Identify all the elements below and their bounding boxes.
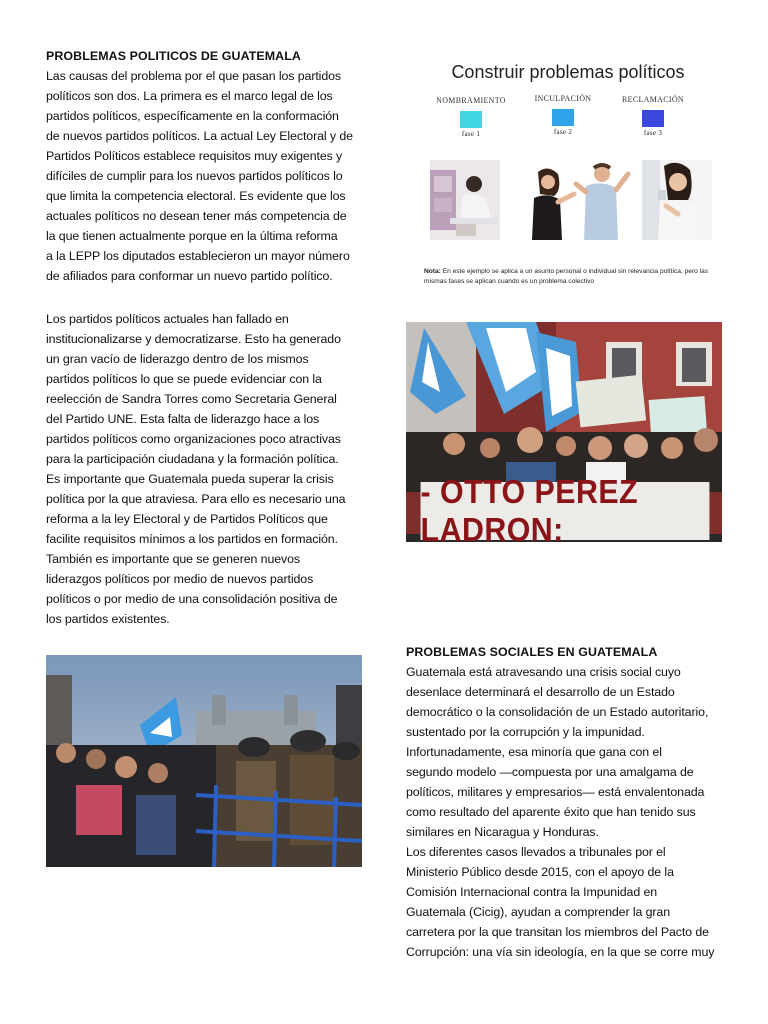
text-line: institucionalizarse y democratizarse. Esto ha generado — [46, 332, 341, 346]
phase-3-label: fase 3 — [643, 129, 663, 137]
riot-police-photo — [46, 655, 362, 867]
text-line: política por la que atraviesa. Para ello es necesario una — [46, 492, 346, 506]
phase-photos — [428, 160, 712, 240]
phase-2-name: INCULPACIÓN — [534, 94, 592, 103]
text-line: sustentado por la corrupción y la impunidad. — [406, 725, 645, 739]
text-line: Es importante que Guatemala pueda superar la crisis — [46, 472, 334, 486]
phase-2-label: fase 2 — [553, 128, 573, 136]
politics-section — [46, 46, 376, 629]
text-line: Ministerio Público desde 2015, con el apoyo de la — [406, 865, 674, 879]
text-line: Los partidos políticos actuales han fallado en — [46, 312, 289, 326]
text-line: partidos políticos lo que se puede evidenciar con la — [46, 372, 322, 386]
phase-3-swatch — [642, 110, 664, 127]
text-line: para la participación ciudadana y la formación política. — [46, 452, 339, 466]
phase-3-name: RECLAMACIÓN — [622, 95, 684, 104]
social-heading: PROBLEMAS SOCIALES EN GUATEMALA — [406, 645, 658, 659]
text-line: democrático o la consolidación de un Estado autoritario, — [406, 705, 709, 719]
phase-3 — [608, 95, 698, 137]
text-line: reforma a la ley Electoral y de Partidos Políticos que — [46, 512, 328, 526]
text-line: actuales políticos no desean tener más competencia de — [46, 209, 347, 223]
text-line: de nuevos partidos políticos. La actual Ley Electoral y de — [46, 129, 353, 143]
politics-paragraph-1 — [46, 66, 376, 286]
text-line: Partidos Políticos establece requisitos muy exigentes y — [46, 149, 343, 163]
text-line: los partidos existentes. — [46, 612, 170, 626]
phase-2 — [518, 94, 608, 136]
text-line: partidos políticos, específicamente en la conformación — [46, 109, 339, 123]
phase-1-photo — [430, 160, 500, 240]
note-label: Nota: — [424, 268, 441, 275]
text-line: difíciles de cumplir para los nuevos partidos políticos lo — [46, 169, 343, 183]
note-text: En este ejemplo se aplica a un asunto personal o individual sin relevancia política, pero las mismas fases se aplican cuando es un problema colectivo — [424, 268, 709, 285]
text-line: de afiliados para conformar un nuevo partido político. — [46, 269, 333, 283]
text-line: políticos o por medio de una consolidación positiva de — [46, 592, 338, 606]
phase-1-label: fase 1 — [461, 130, 481, 138]
phase-2-photo — [518, 160, 636, 240]
phase-1 — [426, 96, 516, 138]
social-paragraph — [406, 662, 736, 962]
text-line: desenlace determinará el desarrollo de un Estado — [406, 685, 675, 699]
text-line: También es importante que se generen nuevos — [46, 552, 301, 566]
text-line: facilite requisitos mínimos a los partidos en formación. — [46, 532, 338, 546]
politics-heading: PROBLEMAS POLITICOS DE GUATEMALA — [46, 49, 301, 63]
text-line: Guatemala está atravesando una crisis social cuyo — [406, 665, 681, 679]
text-line: políticos, militares y empresarios— está envalentonada — [406, 785, 705, 799]
politics-paragraph-2 — [46, 309, 376, 629]
text-line: la que tienen actualmente porque en la última reforma — [46, 229, 338, 243]
phase-1-name: NOMBRAMIENTO — [436, 96, 506, 105]
text-line: Los diferentes casos llevados a tribunales por el — [406, 845, 666, 859]
phase-3-photo — [642, 160, 712, 240]
infographic — [418, 56, 718, 296]
text-line: Las causas del problema por el que pasan los partidos — [46, 69, 342, 83]
text-line: liderazgos políticos por medio de nuevos partidos — [46, 572, 314, 586]
text-line: Guatemala (Cicig), ayudan a comprender la gran — [406, 905, 671, 919]
text-line: similares en Nicaragua y Honduras. — [406, 825, 599, 839]
text-line: segundo modelo —compuesta por una amalgama de — [406, 765, 694, 779]
text-line: como resultado del aparente éxito que han tenido sus — [406, 805, 696, 819]
text-line: reelección de Sandra Torres como Secretaria General — [46, 392, 337, 406]
phase-1-swatch — [460, 111, 482, 128]
text-line: del Partido UNE. Esta falta de liderazgo hace a los — [46, 412, 320, 426]
text-line: que limita la competencia electoral. Es evidente que los — [46, 189, 346, 203]
text-line: un gran vacío de liderazgo dentro de los mismos — [46, 352, 309, 366]
phase-2-swatch — [552, 109, 574, 126]
social-section — [406, 642, 736, 962]
text-line: Corrupción: una vía sin ideología, en la que se corre muy — [406, 945, 715, 959]
infographic-title: Construir problemas políticos — [451, 62, 685, 82]
text-line: Comisión Internacional contra la Impunidad en — [406, 885, 658, 899]
text-line: carretera por la que transitan los miembros del Pacto de — [406, 925, 709, 939]
text-line: partidos políticos como organizaciones poco atractivas — [46, 432, 341, 446]
text-line: políticos son dos. La primera es el marco legal de los — [46, 89, 333, 103]
infographic-note — [424, 267, 724, 287]
protest-banner: - OTTO PEREZ LADRON: — [421, 482, 710, 540]
text-line: a la LEPP los diputados establecieron un mayor número — [46, 249, 350, 263]
text-line: Infortunadamente, esa minoría que gana con el — [406, 745, 662, 759]
protest-photo — [406, 322, 722, 542]
